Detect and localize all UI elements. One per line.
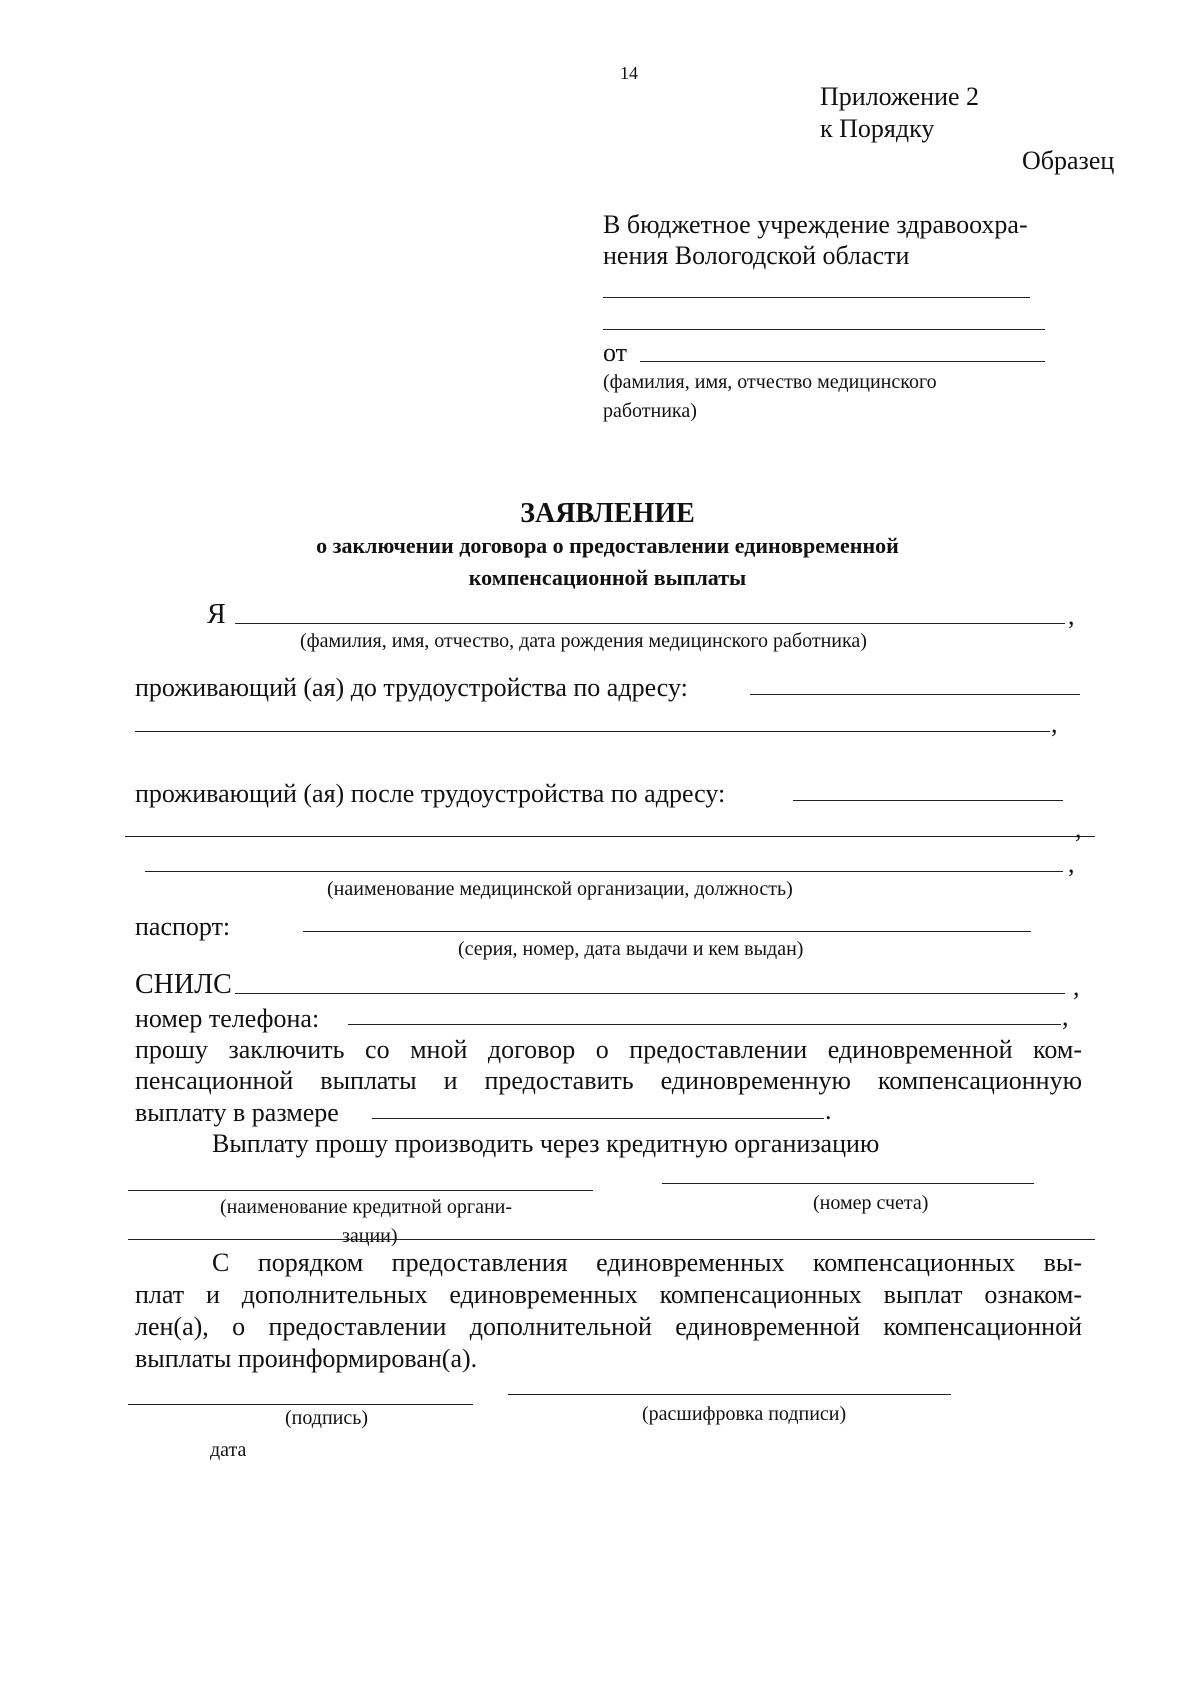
- ack-line-2: плат и дополнительных единовременных компенсационных выплат ознаком-: [135, 1280, 1082, 1309]
- fio-comma: ,: [1068, 601, 1075, 630]
- signature-decode-hint: (расшифровка подписи): [642, 1403, 847, 1425]
- address-after-field[interactable]: [793, 800, 1063, 801]
- amount-field[interactable]: [372, 1118, 824, 1119]
- from-hint-line-2: работника): [603, 400, 697, 422]
- account-hint: (номер счета): [813, 1192, 929, 1214]
- payment-line: Выплату прошу производить через кредитную организацию: [212, 1129, 880, 1158]
- address-before-label: проживающий (ая) до трудоустройства по адресу:: [135, 673, 688, 702]
- passport-hint: (серия, номер, дата выдачи и кем выдан): [458, 938, 804, 960]
- from-hint-line-1: (фамилия, имя, отчество медицинского: [603, 371, 937, 393]
- address-before-field[interactable]: [750, 694, 1080, 695]
- request-line-2: пенсационной выплаты и предоставить единовременную компенсационную: [135, 1066, 1082, 1095]
- amount-period: .: [825, 1096, 832, 1125]
- addressee-line-1: В бюджетное учреждение здравоохра-: [603, 210, 1028, 239]
- fio-field[interactable]: [235, 623, 1065, 624]
- organization-field[interactable]: [145, 871, 1063, 872]
- bank-blank-line[interactable]: [128, 1239, 1095, 1240]
- bank-name-field[interactable]: [128, 1190, 593, 1191]
- addressee-blank-2[interactable]: [603, 329, 1045, 330]
- document-subtitle-line-1: о заключении договора о предоставлении единовременной: [316, 533, 899, 558]
- addressee-blank-1[interactable]: [603, 297, 1030, 298]
- page-number: 14: [620, 63, 638, 83]
- snils-comma: ,: [1073, 972, 1080, 1001]
- snils-label: СНИЛС: [135, 969, 232, 1000]
- to-order-label: к Порядку: [820, 114, 935, 143]
- snils-field[interactable]: [235, 993, 1065, 994]
- passport-field[interactable]: [303, 931, 1031, 932]
- fio-hint: (фамилия, имя, отчество, дата рождения медицинского работника): [300, 630, 867, 652]
- from-field[interactable]: [640, 361, 1045, 362]
- organization-hint: (наименование медицинской организации, должность): [327, 878, 793, 900]
- account-number-field[interactable]: [662, 1183, 1034, 1184]
- signature-hint: (подпись): [285, 1407, 369, 1429]
- organization-comma: ,: [1068, 849, 1075, 878]
- addressee-line-2: нения Вологодской области: [603, 241, 910, 270]
- sample-label: Образец: [1022, 146, 1115, 175]
- i-label: Я: [207, 599, 226, 630]
- document-title: ЗАЯВЛЕНИЕ: [520, 498, 695, 529]
- document-subtitle-line-2: компенсационной выплаты: [468, 565, 747, 590]
- signature-decode-field[interactable]: [508, 1394, 951, 1395]
- passport-label: паспорт:: [135, 912, 231, 941]
- address-after-label: проживающий (ая) после трудоустройства по адресу:: [135, 779, 726, 808]
- date-label: дата: [210, 1439, 247, 1461]
- phone-comma: ,: [1062, 1002, 1069, 1031]
- appendix-label: Приложение 2: [820, 82, 980, 111]
- phone-label: номер телефона:: [135, 1004, 320, 1033]
- request-line-3: выплату в размере: [135, 1098, 339, 1127]
- address-after-field-2[interactable]: [125, 836, 1095, 837]
- ack-line-4: выплаты проинформирован(а).: [135, 1344, 478, 1373]
- address-after-comma: ,: [1075, 814, 1082, 843]
- phone-field[interactable]: [348, 1024, 1061, 1025]
- address-before-comma: ,: [1051, 709, 1058, 738]
- from-label: от: [603, 338, 628, 367]
- bank-hint-line-1: (наименование кредитной органи-: [220, 1196, 513, 1218]
- bank-hint-line-2: зации): [342, 1225, 398, 1247]
- signature-field[interactable]: [128, 1404, 473, 1405]
- address-before-field-2[interactable]: [135, 731, 1050, 732]
- request-line-1: прошу заключить со мной договор о предоставлении единовременной ком-: [135, 1035, 1082, 1064]
- ack-line-3: лен(а), о предоставлении дополнительной единовременной компенсационной: [135, 1312, 1082, 1341]
- ack-line-1: С порядком предоставления единовременных компенсационных вы-: [212, 1248, 1082, 1277]
